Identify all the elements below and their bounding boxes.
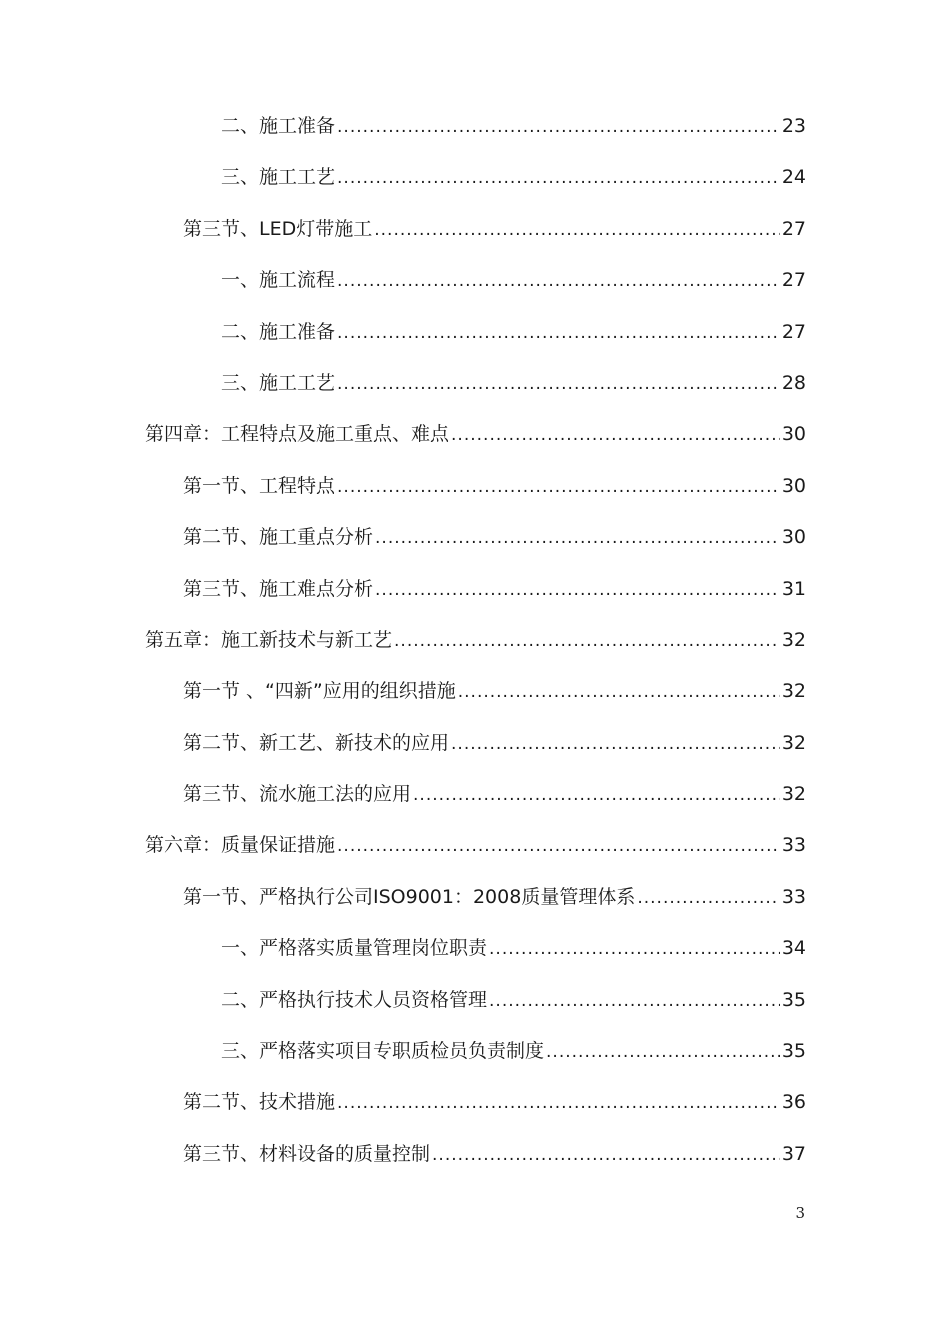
- toc-leader-dots: [375, 513, 780, 564]
- toc-entry-title: 三、施工工艺: [221, 166, 336, 189]
- toc-leader-dots: [489, 976, 780, 1027]
- toc-leader-dots: [337, 256, 780, 307]
- toc-entry-page: 32: [781, 628, 806, 651]
- toc-entry-title: 三、严格落实项目专职质检员负责制度: [221, 1040, 545, 1063]
- toc-entry-page: 37: [781, 1142, 806, 1165]
- toc-entry-page: 24: [781, 166, 806, 189]
- page-number: 3: [795, 1204, 805, 1222]
- toc-entry[interactable]: [145, 358, 806, 409]
- toc-leader-dots: [637, 873, 779, 924]
- toc-entry[interactable]: [145, 461, 806, 512]
- toc-entry-page: 30: [781, 526, 806, 549]
- toc-entry-title: 第三节、流水施工法的应用: [183, 783, 412, 806]
- toc-leader-dots: [413, 770, 780, 821]
- toc-entry-page: 30: [781, 423, 806, 446]
- toc-entry-title: 第四章：工程特点及施工重点、难点: [145, 423, 450, 446]
- toc-entry-page: 27: [781, 320, 806, 343]
- toc-entry[interactable]: [145, 152, 806, 203]
- toc-entry[interactable]: [145, 666, 806, 717]
- toc-entry-title: 二、施工准备: [221, 115, 336, 137]
- toc-entry[interactable]: [145, 975, 806, 1026]
- toc-entry-title: 第二节、新工艺、新技术的应用: [183, 731, 450, 754]
- toc-leader-dots: [394, 616, 780, 667]
- toc-leader-dots: [451, 719, 780, 770]
- toc-leader-dots: [374, 205, 780, 256]
- toc-entry-title: 一、施工流程: [221, 269, 336, 292]
- toc-entry-page: 32: [781, 680, 806, 703]
- toc-entry[interactable]: [145, 718, 806, 769]
- toc-leader-dots: [489, 924, 780, 975]
- toc-entry-page: 34: [781, 937, 806, 960]
- toc-entry-title: 第三节、材料设备的质量控制: [183, 1142, 431, 1165]
- toc-entry-page: 28: [781, 371, 806, 394]
- toc-entry[interactable]: [145, 1077, 806, 1128]
- toc-entry[interactable]: [145, 615, 806, 666]
- toc-leader-dots: [337, 821, 780, 872]
- toc-entry-title: 第一节、工程特点: [183, 474, 336, 497]
- toc-entry-page: 32: [781, 783, 806, 806]
- toc-leader-dots: [432, 1130, 780, 1181]
- toc-entry-title: 第三节、施工难点分析: [183, 577, 374, 600]
- toc-entry-title: 第五章：施工新技术与新工艺: [145, 628, 393, 651]
- toc-entry[interactable]: [145, 769, 806, 820]
- toc-entry[interactable]: [145, 512, 806, 563]
- toc-entry-title: 一、严格落实质量管理岗位职责: [221, 937, 488, 960]
- toc-entry-page: 32: [781, 731, 806, 754]
- toc-entry[interactable]: [145, 564, 806, 615]
- toc-entry[interactable]: [145, 820, 806, 871]
- toc-leader-dots: [458, 667, 780, 718]
- toc-entry-page: 30: [781, 474, 806, 497]
- toc-entry-page: 31: [781, 577, 806, 600]
- toc-leader-dots: [375, 565, 780, 616]
- toc-entry[interactable]: [145, 101, 806, 152]
- toc-leader-dots: [337, 1078, 780, 1129]
- toc-leader-dots: [337, 462, 780, 513]
- toc-entry[interactable]: [145, 307, 806, 358]
- toc-entry-title: 第一节、严格执行公司ISO9001：2008质量管理体系: [183, 885, 636, 908]
- toc-entry[interactable]: [145, 409, 806, 460]
- toc-entry-title: 第二节、施工重点分析: [183, 526, 374, 549]
- toc-entry-page: 27: [781, 217, 806, 240]
- toc-entry[interactable]: [145, 923, 806, 974]
- toc-entry-title: 二、严格执行技术人员资格管理: [221, 988, 488, 1011]
- toc-leader-dots: [337, 102, 780, 153]
- toc-leader-dots: [451, 410, 780, 461]
- toc-leader-dots: [337, 308, 780, 359]
- toc-entry-title: 第三节、LED灯带施工: [183, 217, 373, 240]
- toc-entry-title: 第二节、技术措施: [183, 1091, 336, 1114]
- toc-entry-title: 三、施工工艺: [221, 371, 336, 394]
- toc-entry[interactable]: [145, 872, 806, 923]
- toc-entry[interactable]: [145, 255, 806, 306]
- toc-entry-title: 二、施工准备: [221, 320, 336, 343]
- toc-leader-dots: [337, 153, 780, 204]
- toc-leader-dots: [337, 359, 780, 410]
- toc-entry-page: 27: [781, 269, 806, 292]
- toc-entry-page: 23: [781, 115, 806, 137]
- table-of-contents: [145, 101, 806, 1180]
- toc-entry-title: 第六章：质量保证措施: [145, 834, 336, 857]
- toc-entry-title: 第一节 、“四新”应用的组织措施: [183, 680, 456, 703]
- toc-entry-page: 33: [781, 834, 806, 857]
- toc-entry[interactable]: [145, 1026, 806, 1077]
- toc-entry-page: 35: [781, 988, 806, 1011]
- toc-entry[interactable]: [145, 1129, 806, 1180]
- toc-leader-dots: [546, 1027, 780, 1078]
- toc-entry-page: 35: [781, 1040, 806, 1063]
- toc-entry-page: 33: [781, 885, 806, 908]
- toc-entry-page: 36: [781, 1091, 806, 1114]
- toc-entry[interactable]: [145, 204, 806, 255]
